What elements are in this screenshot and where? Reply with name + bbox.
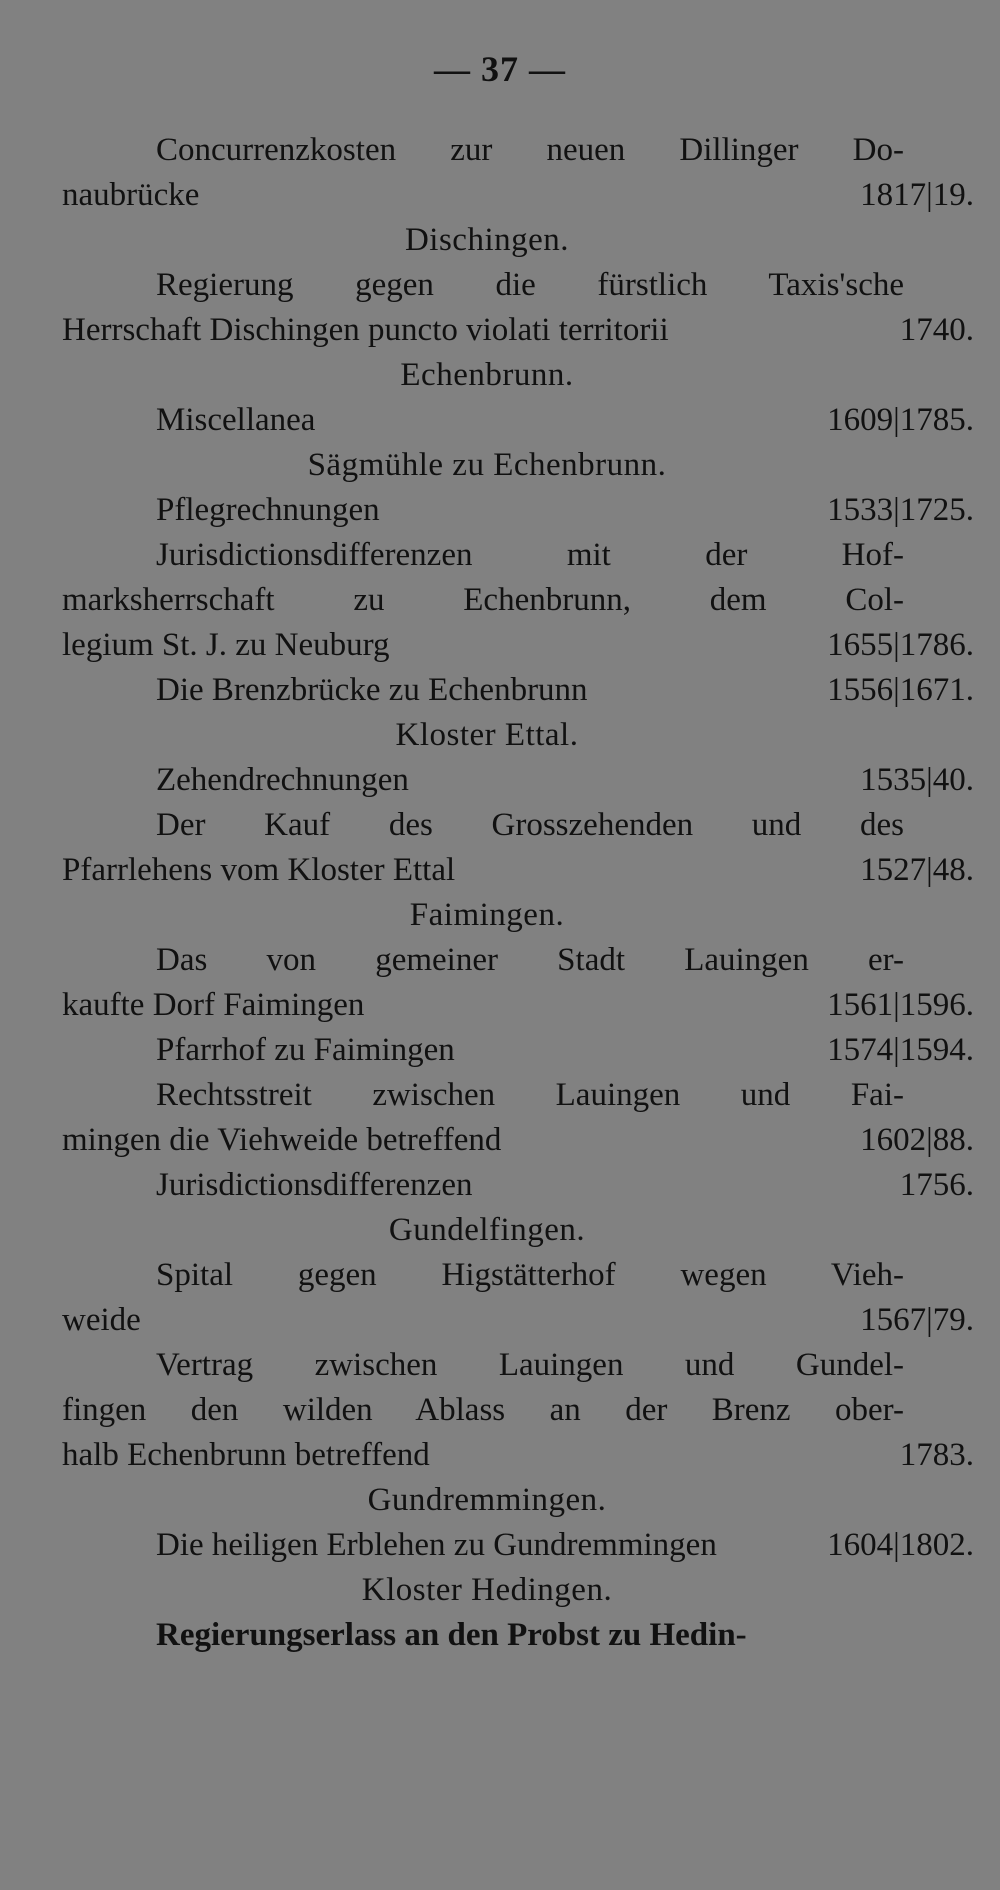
index-entry <box>62 1343 974 1478</box>
index-entry <box>62 1028 974 1073</box>
index-entry <box>62 128 974 218</box>
entry-text-line: Die Brenzbrücke zu Echenbrunn <box>156 672 588 708</box>
index-entry <box>62 668 974 713</box>
entry-text-line: naubrücke <box>62 177 200 213</box>
entry-year: 1609|1785. <box>827 402 974 438</box>
entry-text-line: weide <box>62 1302 141 1338</box>
entry-year: 1556|1671. <box>827 672 974 708</box>
index-entry <box>62 1613 974 1658</box>
entry-year: 1783. <box>899 1437 974 1473</box>
entry-text-line: Das von gemeiner Stadt Lauingen er- <box>156 942 904 978</box>
index-entry <box>62 1253 974 1343</box>
entry-text-line: marksherrschaft zu Echenbrunn, dem Col- <box>62 582 904 618</box>
section-heading: Gundremmingen. <box>367 1482 607 1518</box>
entry-text-line: Pfarrhof zu Faimingen <box>156 1032 455 1068</box>
entry-text-line: kaufte Dorf Faimingen <box>62 987 365 1023</box>
index-entry <box>62 758 974 803</box>
index-entry <box>62 1073 974 1163</box>
section-heading: Gundelfingen. <box>388 1212 586 1248</box>
entry-text-line: Jurisdictionsdifferenzen <box>156 1167 473 1203</box>
page-number: — 37 — <box>434 49 566 89</box>
entry-year: 1817|19. <box>860 177 974 213</box>
entry-text-line: fingen den wilden Ablass an der Brenz ober- <box>62 1392 904 1428</box>
entry-text-line: Der Kauf des Grosszehenden und des <box>156 807 904 843</box>
index-content <box>62 128 974 1658</box>
entry-year: 1756. <box>899 1167 974 1203</box>
entry-year: 1527|48. <box>860 852 974 888</box>
index-entry <box>62 938 974 1028</box>
entry-text-line: Spital gegen Higstätterhof wegen Vieh- <box>156 1257 904 1293</box>
entry-text-line: Jurisdictionsdifferenzen mit der Hof- <box>156 537 904 573</box>
entry-year: 1561|1596. <box>827 987 974 1023</box>
entry-text-line: legium St. J. zu Neuburg <box>62 627 390 663</box>
index-entry <box>62 398 974 443</box>
section-heading: Kloster Hedingen. <box>361 1572 613 1608</box>
entry-text-line: Concurrenzkosten zur neuen Dillinger Do- <box>156 132 904 168</box>
section-heading: Dischingen. <box>404 222 570 258</box>
index-entry <box>62 263 974 353</box>
index-entry <box>62 1163 974 1208</box>
index-entry <box>62 533 974 668</box>
section-heading: Echenbrunn. <box>400 357 574 393</box>
entry-text-line: Pflegrechnungen <box>156 492 380 528</box>
entry-year: 1604|1802. <box>827 1527 974 1563</box>
entry-text-line: Miscellanea <box>156 402 316 438</box>
section-heading: Sägmühle zu Echenbrunn. <box>307 447 667 483</box>
entry-text-line: Zehendrechnungen <box>156 762 409 798</box>
entry-year: 1602|88. <box>860 1122 974 1158</box>
entry-text-line: Die heiligen Erblehen zu Gundremmingen <box>156 1527 717 1563</box>
entry-text-line: Regierung gegen die fürstlich Taxis'sche <box>156 267 904 303</box>
entry-text-line: Pfarrlehens vom Kloster Ettal <box>62 852 456 888</box>
entry-year: 1740. <box>899 312 974 348</box>
section-heading: Kloster Ettal. <box>395 717 579 753</box>
index-entry <box>62 803 974 893</box>
entry-text-line: Rechtsstreit zwischen Lauingen und Fai- <box>156 1077 904 1113</box>
entry-text-line: Herrschaft Dischingen puncto violati territorii <box>62 312 669 348</box>
entry-text-line: Vertrag zwischen Lauingen und Gundel- <box>156 1347 904 1383</box>
entry-year: 1574|1594. <box>827 1032 974 1068</box>
section-heading: Faimingen. <box>409 897 565 933</box>
index-entry <box>62 1523 974 1568</box>
entry-year: 1533|1725. <box>827 492 974 528</box>
index-entry <box>62 488 974 533</box>
entry-year: 1535|40. <box>860 762 974 798</box>
entry-year: 1655|1786. <box>827 627 974 663</box>
entry-year: 1567|79. <box>860 1302 974 1338</box>
entry-text-line: mingen die Viehweide betreffend <box>62 1122 502 1158</box>
entry-text-line: Regierungserlass an den Probst zu Hedin- <box>156 1617 747 1653</box>
entry-text-line: halb Echenbrunn betreffend <box>62 1437 430 1473</box>
